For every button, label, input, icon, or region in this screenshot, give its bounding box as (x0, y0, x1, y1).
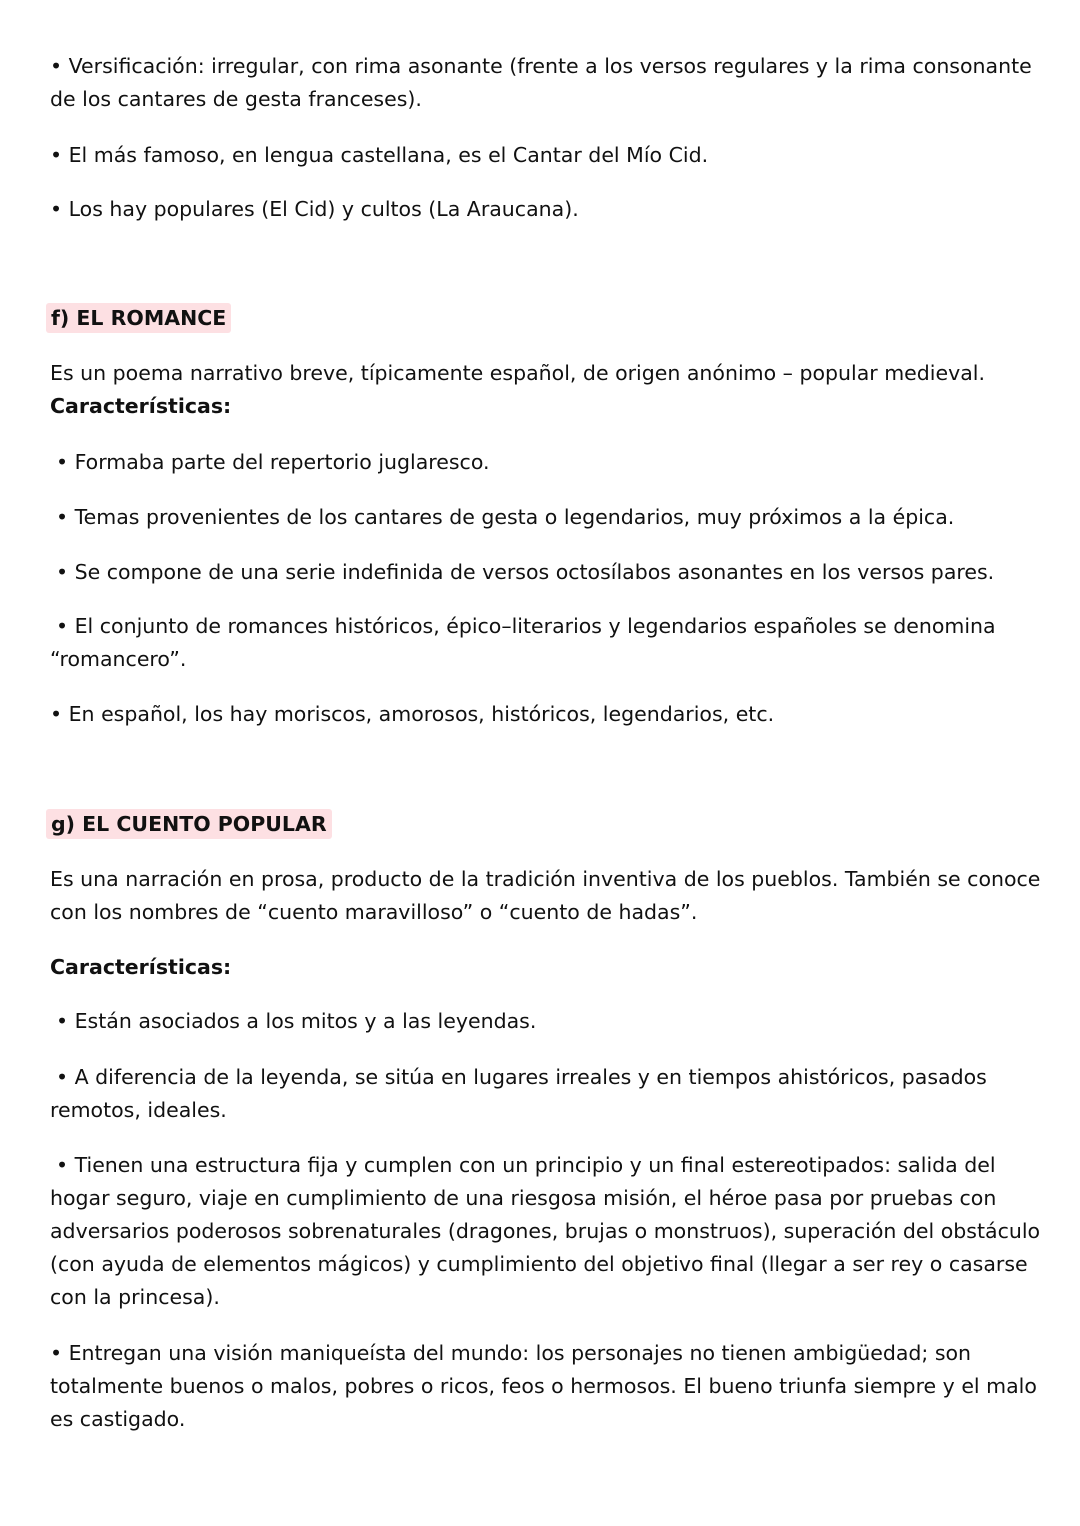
bullet-item (50, 139, 1050, 172)
line: Es una narración en prosa, producto de la tradición inventiva de los pueblos. También se conoce (50, 867, 1041, 891)
line: • Los hay populares (El Cid) y cultos (La Araucana). (50, 197, 579, 221)
features-label: Características: (50, 955, 232, 979)
line: de los cantares de gesta franceses). (50, 87, 422, 111)
bullet-item (50, 1337, 1050, 1436)
line: adversarios poderosos sobrenaturales (dragones, brujas o monstruos), superación del obstáculo (50, 1219, 1041, 1243)
line: “romancero”. (50, 647, 187, 671)
line: • En español, los hay moriscos, amorosos, históricos, legendarios, etc. (50, 702, 775, 726)
bullet-item (50, 193, 1050, 226)
line: remotos, ideales. (50, 1098, 227, 1122)
line: • Se compone de una serie indefinida de versos octosílabos asonantes en los versos pares. (56, 560, 995, 584)
line: • Están asociados a los mitos y a las leyendas. (56, 1009, 537, 1033)
line: hogar seguro, viaje en cumplimiento de una riesgosa misión, el héroe pasa por pruebas con (50, 1186, 997, 1210)
line: • Versificación: irregular, con rima asonante (frente a los versos regulares y la rima consonante (50, 54, 1032, 78)
line: con los nombres de “cuento maravilloso” o “cuento de hadas”. (50, 900, 698, 924)
intro-paragraph (50, 863, 1050, 929)
features-label: Características: (50, 394, 232, 418)
bullet-item (56, 501, 1056, 534)
line: con la princesa). (50, 1285, 220, 1309)
line: Es un poema narrativo breve, típicamente español, de origen anónimo – popular medieval. (50, 361, 986, 385)
line: • El más famoso, en lengua castellana, es el Cantar del Mío Cid. (50, 143, 709, 167)
line: • Tienen una estructura fija y cumplen con un principio y un final estereotipados: salida del (56, 1153, 996, 1177)
line: es castigado. (50, 1407, 186, 1431)
bullet-item (56, 1005, 1056, 1038)
bullet-item (50, 698, 1050, 731)
line: • Temas provenientes de los cantares de gesta o legendarios, muy próximos a la épica. (56, 505, 955, 529)
bullet-item (56, 556, 1056, 589)
bullet-item (56, 446, 1056, 479)
line: • El conjunto de romances históricos, épico–literarios y legendarios españoles se denomina (56, 614, 996, 638)
line: • A diferencia de la leyenda, se sitúa en lugares irreales y en tiempos ahistóricos, pasados (56, 1065, 987, 1089)
bullet-item (50, 50, 1050, 116)
line: totalmente buenos o malos, pobres o ricos, feos o hermosos. El bueno triunfa siempre y el malo (50, 1374, 1037, 1398)
intro-paragraph (50, 357, 1050, 423)
section-heading-cuento-popular: g) EL CUENTO POPULAR (46, 809, 332, 839)
line: (con ayuda de elementos mágicos) y cumplimiento del objetivo final (llegar a ser rey o casarse (50, 1252, 1028, 1276)
bullet-item (50, 1061, 1050, 1127)
line: • Formaba parte del repertorio juglaresco. (56, 450, 490, 474)
bullet-item (50, 1149, 1050, 1314)
bullet-item (50, 610, 1050, 676)
line: • Entregan una visión maniqueísta del mundo: los personajes no tienen ambigüedad; son (50, 1341, 972, 1365)
section-heading-romance: f) EL ROMANCE (46, 303, 231, 333)
